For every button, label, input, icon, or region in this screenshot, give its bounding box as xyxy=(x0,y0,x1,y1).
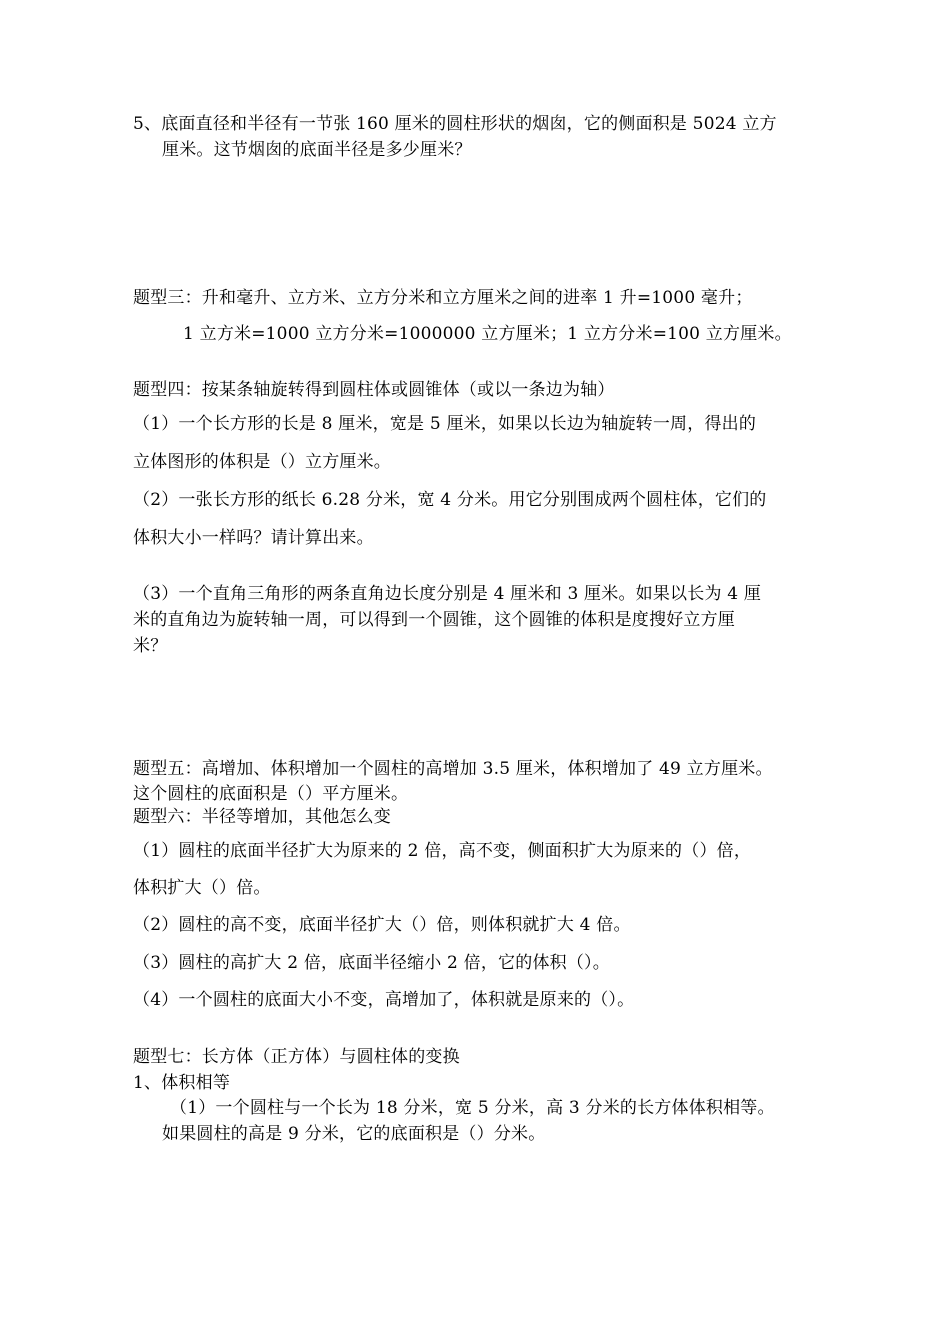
type-5-line-2: 这个圆柱的底面积是（）平方厘米。 xyxy=(133,784,409,804)
type-7-heading: 题型七：长方体（正方体）与圆柱体的变换 xyxy=(133,1047,460,1067)
type-7-q1-line-1: （1）一个圆柱与一个长为 18 分米，宽 5 分米，高 3 分米的长方体体积相等。 xyxy=(170,1098,775,1118)
type-4-q2-line-2: 体积大小一样吗？请计算出来。 xyxy=(133,528,374,548)
type-4-heading: 题型四：按某条轴旋转得到圆柱体或圆锥体（或以一条边为轴） xyxy=(133,380,615,400)
type-6-q3: （3）圆柱的高扩大 2 倍，底面半径缩小 2 倍，它的体积（）。 xyxy=(133,953,610,973)
type-3-line-2: 1 立方米=1000 立方分米=1000000 立方厘米；1 立方分米=100 立方厘米。 xyxy=(183,324,792,344)
type-7-subheading: 1、体积相等 xyxy=(133,1073,231,1093)
type-4-q3-line-2: 米的直角边为旋转轴一周，可以得到一个圆锥，这个圆锥的体积是度搜好立方厘 xyxy=(133,610,735,630)
problem-5-line-1: 5、底面直径和半径有一节张 160 厘米的圆柱形状的烟囱，它的侧面积是 5024 立方 xyxy=(133,114,777,134)
type-4-q1-line-1: （1）一个长方形的长是 8 厘米，宽是 5 厘米，如果以长边为轴旋转一周，得出的 xyxy=(133,414,757,434)
type-7-q1-line-2: 如果圆柱的高是 9 分米，它的底面积是（）分米。 xyxy=(162,1124,546,1144)
type-4-q1-line-2: 立体图形的体积是（）立方厘米。 xyxy=(133,452,391,472)
type-3-heading: 题型三：升和毫升、立方米、立方分米和立方厘米之间的进率 1 升=1000 毫升； xyxy=(133,288,753,308)
type-4-q2-line-1: （2）一张长方形的纸长 6.28 分米，宽 4 分米。用它分别围成两个圆柱体，它们的 xyxy=(133,490,767,510)
type-6-q2: （2）圆柱的高不变，底面半径扩大（）倍，则体积就扩大 4 倍。 xyxy=(133,915,631,935)
type-6-q1-line-2: 体积扩大（）倍。 xyxy=(133,878,271,898)
problem-5-line-2: 厘米。这节烟囱的底面半径是多少厘米？ xyxy=(162,140,472,160)
type-6-q1-line-1: （1）圆柱的底面半径扩大为原来的 2 倍，高不变，侧面积扩大为原来的（）倍， xyxy=(133,841,752,861)
type-6-heading: 题型六：半径等增加，其他怎么变 xyxy=(133,807,391,827)
type-6-q4: （4）一个圆柱的底面大小不变，高增加了，体积就是原来的（）。 xyxy=(133,990,635,1010)
type-4-q3-line-3: 米？ xyxy=(133,636,168,656)
type-5-heading: 题型五：高增加、体积增加一个圆柱的高增加 3.5 厘米，体积增加了 49 立方厘米。 xyxy=(133,759,773,779)
type-4-q3-line-1: （3）一个直角三角形的两条直角边长度分别是 4 厘米和 3 厘米。如果以长为 4 厘 xyxy=(133,584,762,604)
